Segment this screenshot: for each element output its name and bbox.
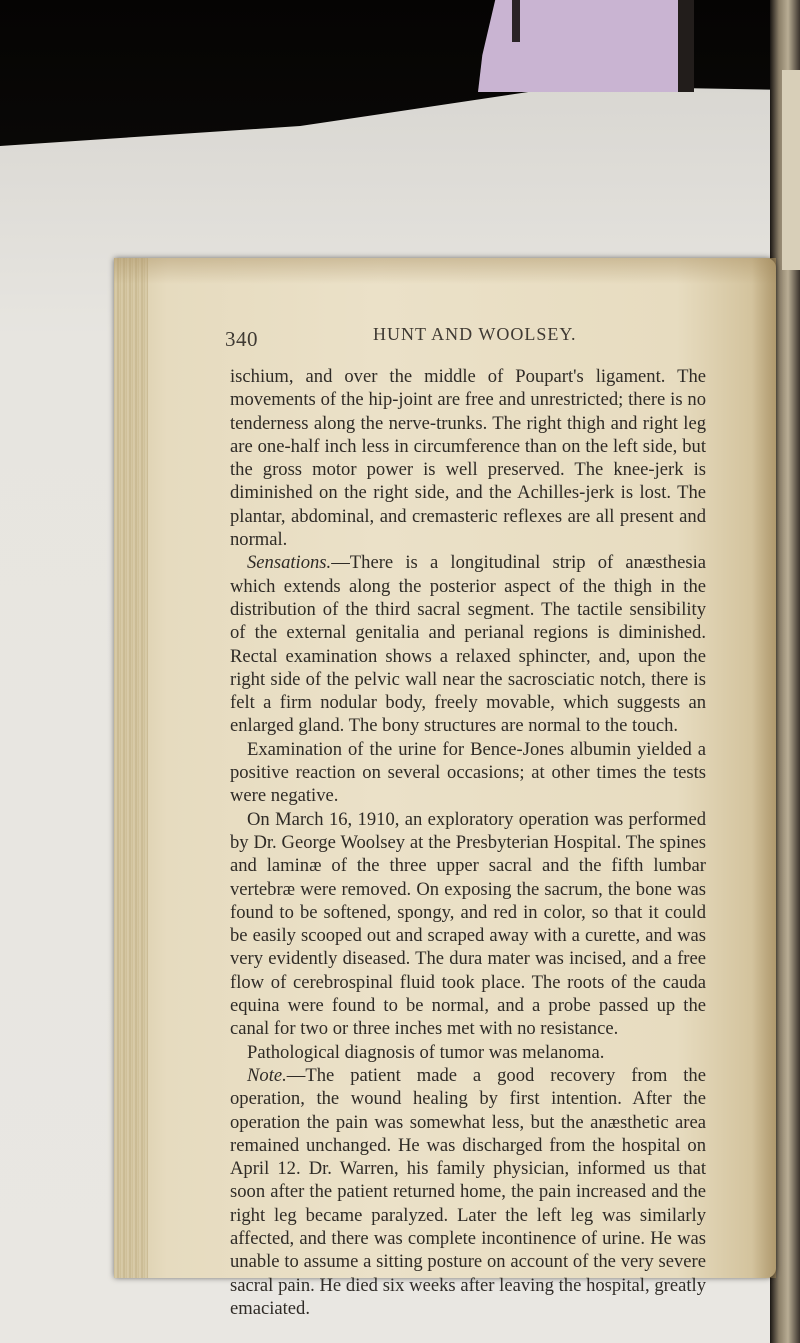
paragraph <box>230 365 706 551</box>
paragraph <box>230 1064 706 1320</box>
spine-label <box>782 70 800 270</box>
paragraph-lead: Note. <box>247 1064 287 1086</box>
running-title: HUNT AND WOOLSEY. <box>373 324 577 344</box>
paragraph-text: —The patient made a good recovery from the operation, the wound healing by first intention. After the operation the pain was somewhat less, but the anæsthetic area remained unchanged. He was discharged from the hospital on April 12. Dr. Warren, his family physician, informed us that soon after the patient returned home, the pain increased and the right leg became paralyzed. Later the left leg was similarly affected, and there was complete incontinence of urine. He was unable to assume a sitting posture on account of the very severe sacral pain. He died six weeks after leaving the hospital, greatly emaciated. <box>230 1064 706 1319</box>
paragraph-lead: Sensations. <box>247 552 332 574</box>
paragraph <box>230 1041 706 1064</box>
paragraph-text: ischium, and over the middle of Poupart's ligament. The movements of the hip-joint are free and unrestricted; there is no tenderness along the nerve-trunks. The right thigh and right leg are one-half inch less in circumference than on the left side, but the gross motor power is well preserved. The knee-jerk is diminished on the right side, and the Achilles-jerk is lost. The plantar, abdominal, and cremasteric reflexes are all present and normal. <box>230 366 706 551</box>
paragraph-text: —There is a longitudinal strip of anæsthesia which extends along the posterior aspect of the thigh in the distribution of the third sacral segment. The tactile sensibility of the external genitalia and perianal regions is diminished. Rectal examination shows a relaxed sphincter, and, upon the right side of the pelvic wall near the sacrosciatic notch, there is felt a firm nodular body, freely movable, which suggests an enlarged gland. The bony structures are normal to the touch. <box>230 552 706 737</box>
body-text <box>230 365 706 1320</box>
dark-tab <box>678 0 694 92</box>
paragraph-text: Pathological diagnosis of tumor was melanoma. <box>247 1041 605 1063</box>
paragraph <box>230 738 706 808</box>
bookmark-slip <box>478 0 693 92</box>
running-head <box>220 321 720 357</box>
paragraph <box>230 808 706 1041</box>
page-gutter <box>114 258 148 1278</box>
page-top-shade <box>114 258 776 284</box>
bookmark-edge <box>512 0 520 42</box>
paragraph-text: Examination of the urine for Bence-Jones albumin yielded a positive reaction on several occasions; at other times the tests were negative. <box>230 738 706 807</box>
paragraph-text: On March 16, 1910, an exploratory operation was performed by Dr. George Woolsey at the Presbyterian Hospital. The spines and laminæ of the three upper sacral and the fifth lumbar vertebræ were removed. On exposing the sacrum, the bone was found to be softened, spongy, and red in color, so that it could be easily scooped out and scraped away with a curette, and was very evidently diseased. The dura mater was incised, and a free flow of cerebrospinal fluid took place. The roots of the cauda equina were found to be normal, and a probe passed up the canal for two or three inches met with no resistance. <box>230 808 706 1040</box>
page-edge-shade <box>752 258 776 1278</box>
page-number: 340 <box>225 327 258 351</box>
paragraph <box>230 551 706 737</box>
